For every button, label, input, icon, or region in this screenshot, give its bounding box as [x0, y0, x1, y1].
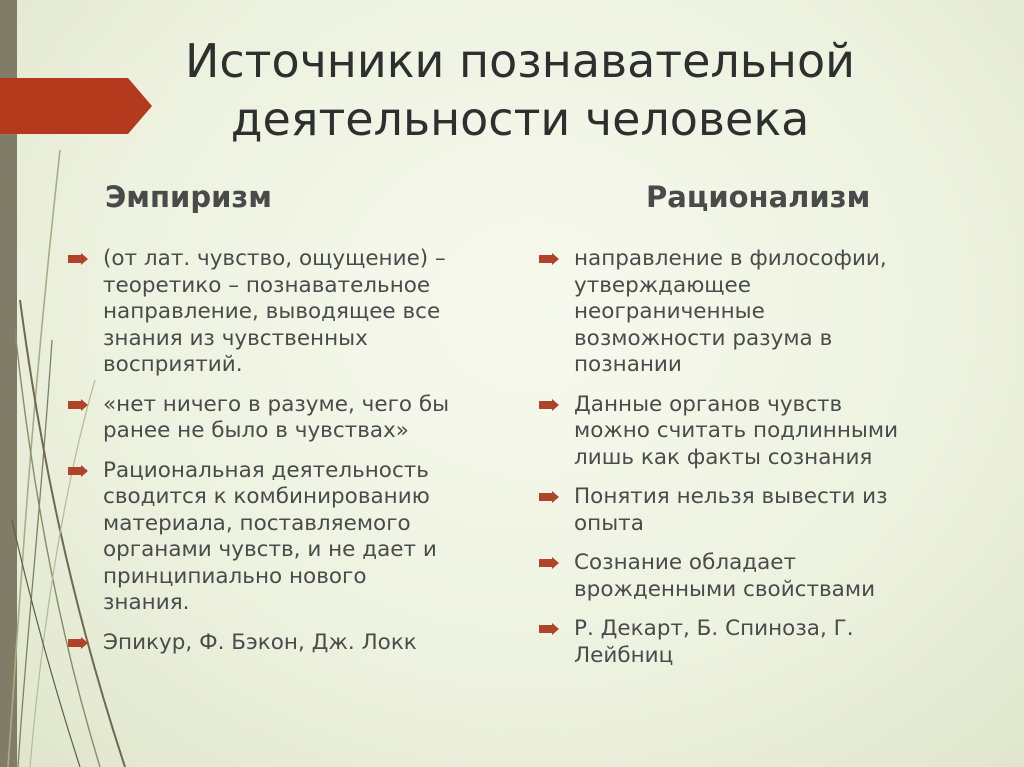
rationalism-item-line: Лейбниц: [574, 642, 674, 668]
arrow-bullet-icon: [539, 253, 559, 265]
rationalism-item-line: возможности разума в: [574, 325, 833, 351]
empiricism-item-line: Эпикур, Ф. Бэкон, Дж. Локк: [103, 629, 417, 655]
slide-title: [150, 32, 890, 148]
rationalism-item-line: можно считать подлинными: [574, 418, 899, 443]
empiricism-item-line: знания из чувственных: [103, 325, 368, 351]
rationalism-item-line: познании: [574, 352, 682, 377]
empiricism-item-line: органами чувств, и не дает и: [103, 537, 437, 562]
empiricism-item-line: Рациональная деятельность: [103, 457, 429, 483]
rationalism-item: [539, 484, 984, 537]
rationalism-item-line: Понятия нельзя вывести из: [574, 484, 888, 509]
arrow-bullet-icon: [539, 491, 559, 503]
empiricism-item: [68, 392, 513, 445]
rationalism-list: [539, 246, 984, 669]
arrow-bullet-icon: [68, 637, 88, 649]
arrow-bullet-icon: [539, 623, 559, 635]
empiricism-item: [68, 458, 513, 617]
empiricism-item-line: материала, поставляемого: [103, 510, 411, 536]
rationalism-item-line: утверждающее: [574, 272, 752, 298]
accent-arrow-shape: [0, 78, 155, 134]
rationalism-item-line: Р. Декарт, Б. Спиноза, Г.: [574, 616, 854, 641]
empiricism-heading: Эмпиризм: [105, 180, 272, 214]
empiricism-item-line: принципиально нового: [103, 563, 367, 589]
arrow-bullet-icon: [539, 399, 559, 411]
rationalism-item-line: Сознание обладает: [574, 550, 797, 575]
empiricism-item-line: «нет ничего в разуме, чего бы: [103, 391, 450, 417]
rationalism-item-line: лишь как факты сознания: [574, 444, 873, 470]
title-line-1: Источники познавательной: [184, 34, 856, 88]
rationalism-item-line: направление в философии,: [574, 246, 887, 271]
arrow-bullet-icon: [68, 399, 88, 411]
rationalism-item: [539, 392, 984, 472]
rationalism-item: [539, 246, 984, 379]
empiricism-item-line: знания.: [103, 590, 190, 615]
empiricism-item: [68, 630, 513, 657]
rationalism-item-line: врожденными свойствами: [574, 576, 876, 602]
empiricism-item-line: (от лат. чувство, ощущение) –: [103, 246, 446, 271]
empiricism-item-line: сводится к комбинированию: [103, 484, 430, 509]
rationalism-item: [539, 616, 984, 669]
empiricism-item-line: восприятий.: [103, 352, 243, 377]
arrow-bullet-icon: [68, 465, 88, 477]
rationalism-item-line: опыта: [574, 510, 644, 536]
arrow-bullet-icon: [68, 253, 88, 265]
rationalism-heading: Рационализм: [646, 180, 871, 214]
arrow-bullet-icon: [539, 557, 559, 569]
empiricism-item-line: теоретико – познавательное: [103, 272, 431, 298]
rationalism-item: [539, 550, 984, 603]
rationalism-item-line: Данные органов чувств: [574, 391, 843, 417]
empiricism-item-line: ранее не было в чувствах»: [103, 418, 409, 443]
title-line-2: деятельности человека: [230, 92, 810, 146]
empiricism-list: [68, 246, 513, 656]
empiricism-item-line: направление, выводящее все: [103, 299, 441, 324]
empiricism-item: [68, 246, 513, 379]
rationalism-item-line: неограниченные: [574, 299, 765, 324]
